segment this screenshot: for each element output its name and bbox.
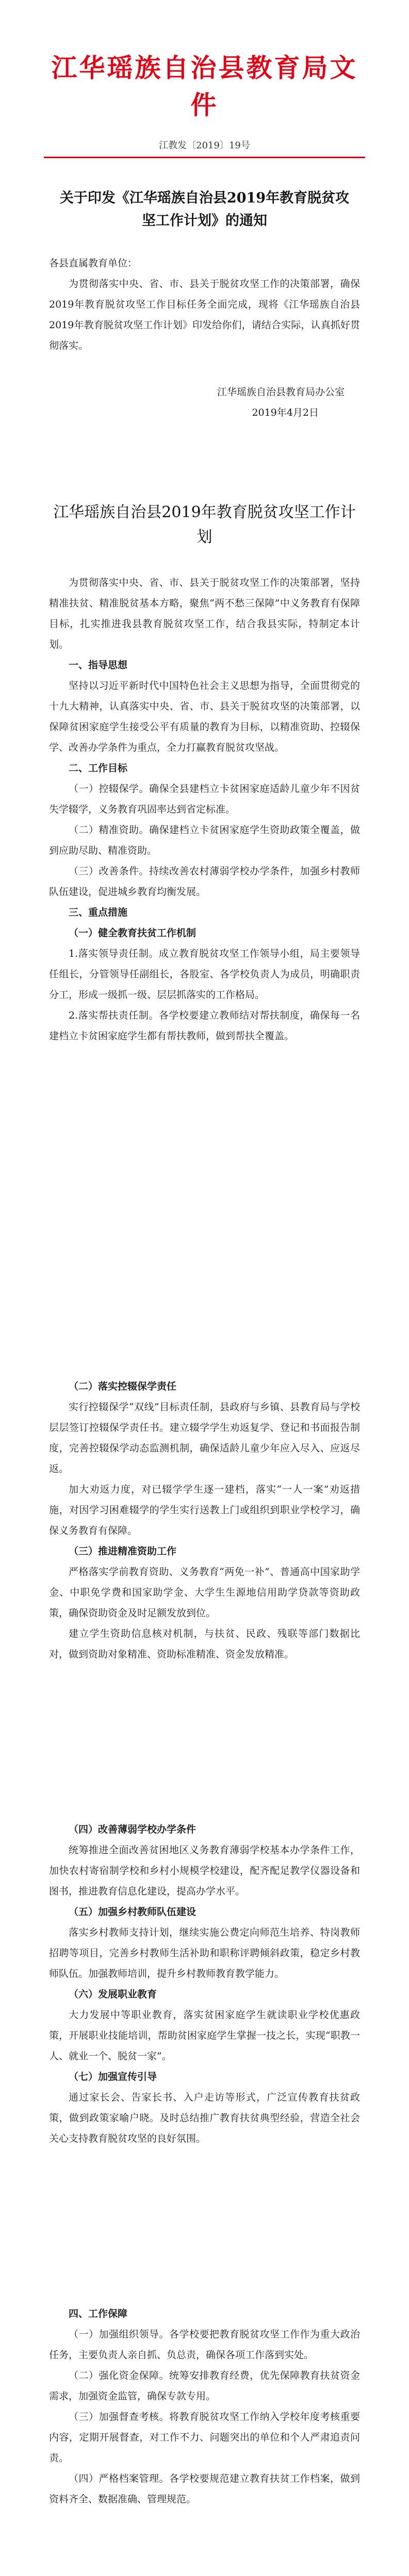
notice-body: 为贯彻落实中央、省、市、县关于脱贫攻坚工作的决策部署，确保2019年教育脱贫攻坚工作目标任务全面完成，现将《江华瑶族自治县2019年教育脱贫攻坚工作计划》印发给你们，请结合实际，认真抓好贯彻落实。 (49, 278, 360, 351)
section-3-sub-7-body: 通过家长会、告家长书、入户走访等形式，广泛宣传教育扶贫政策，做到政策家喻户晓。及时总结推广教育扶贫典型经验，营造全社会关心支持教育脱贫攻坚的良好氛围。 (49, 2092, 360, 2144)
section-3-sub-4-body: 统筹推进全面改善贫困地区义务教育薄弱学校基本办学条件工作，加快农村寄宿制学校和乡村小规模学校建设，配齐配足教学仪器设备和图书，推进教育信息化建设，提高办学水平。 (49, 1844, 360, 1897)
section-3-sub-2-body: 实行控辍保学“双线”目标责任制，县政府与乡镇、县教育局与学校层层签订控辍保学责任书。建立辍学学生劝返复学、登记和书面报告制度，完善控辍保学动态监测机制，确保适龄儿童少年应入尽入、应返尽返。 (49, 1401, 360, 1475)
red-header (49, 0, 360, 151)
section-4-para-2: （二）强化资金保障。统筹安排教育经费，优先保障教育扶贫资金需求，加强资金监管，确保专款专用。 (49, 2370, 360, 2402)
section-3-sub-4: （四）改善薄弱学校办学条件 (69, 1824, 197, 1835)
section-3-sub-5-body: 落实乡村教师支持计划，继续实施公费定向师范生培养、特岗教师招聘等项目，完善乡村教师生活补助和职称评聘倾斜政策，稳定乡村教师队伍。加强教师培训，提升乡村教师教育教学能力。 (49, 1927, 360, 1979)
section-4-para-3: （三）加强督查考核。将教育脱贫攻坚工作纳入学校年度考核重要内容，定期开展督查，对工作不力、问题突出的单位和个人严肃追责问责。 (49, 2411, 360, 2464)
page-break-gap (49, 2510, 360, 2576)
section-3-sub-2: （二）落实控辍保学责任 (69, 1381, 177, 1392)
section-3-sub-3: （三）推进精准资助工作 (69, 1546, 177, 1557)
section-3-sub-3-body: 严格落实学前教育资助、义务教育“两免一补”、普通高中国家助学金、中职免学费和国家助学金、大学生生源地信用助学贷款等资助政策，确保资助资金及时足额发放到位。 (49, 1566, 360, 1619)
section-3-sub-5: （五）加强乡村教师队伍建设 (69, 1906, 197, 1918)
section-3-sub-3-body-2: 建立学生资助信息核对机制，与扶贫、民政、残联等部门数据比对，做到资助对象精准、资助标准精准、资金发放精准。 (49, 1628, 360, 1660)
section-4-para-1: （一）加强组织领导。各学校要把教育脱贫攻坚工作作为重大政治任务，主要负责人亲自抓、负总责，确保各项工作落到实处。 (49, 2329, 360, 2361)
section-3-sub-1: （一）健全教育扶贫工作机制 (69, 927, 197, 939)
section-3-sub-1-body-2: 2.落实帮扶责任制。各学校要建立教师结对帮扶制度，确保每一名建档立卡贫困家庭学生都有帮扶教师，做到帮扶全覆盖。 (49, 1010, 360, 1042)
red-rule (44, 157, 365, 158)
page-break-gap (49, 1046, 360, 1376)
section-3-sub-6-body: 大力发展中等职业教育，落实贫困家庭学生就读职业学校优惠政策，开展职业技能培训，帮助贫困家庭学生掌握一技之长，实现“职教一人、就业一个、脱贫一家”。 (49, 2009, 360, 2062)
section-2-heading: 二、工作目标 (69, 762, 128, 774)
doc-number: 江教发〔2019〕19号 (159, 140, 250, 151)
section-3-sub-2-body-2: 加大劝返力度，对已辍学学生逐一建档，落实“一人一案”劝返措施，对因学习困难辍学的学生实行送教上门或组织到职业学校学习，确保义务教育有保障。 (49, 1484, 360, 1536)
section-3-sub-7: （七）加强宣传引导 (69, 2071, 157, 2082)
section-3-sub-1-body: 1.落实领导责任制。成立教育脱贫攻坚工作领导小组，局主要领导任组长，分管领导任副组长，各股室、各学校负责人为成员，明确职责分工，形成一级抓一级、层层抓落实的工作格局。 (49, 948, 360, 1001)
page-break-gap (49, 2149, 360, 2303)
section-3-heading: 三、重点措施 (69, 907, 128, 918)
section-2-para-3: （三）改善条件。持续改善农村薄弱学校办学条件，加强乡村教师队伍建设，促进城乡教育均衡发展。 (49, 866, 360, 897)
section-3-sub-6: （六）发展职业教育 (69, 1989, 157, 2000)
section-2-para-2: （二）精准资助。确保建档立卡贫困家庭学生资助政策全覆盖，做到应助尽助、精准资助。 (49, 824, 360, 856)
section-1-heading: 一、指导思想 (69, 659, 128, 671)
section-1-body: 坚持以习近平新时代中国特色社会主义思想为指导，全面贯彻党的十九大精神，认真落实中央、省、市、县关于脱贫攻坚的决策部署，以保障贫困家庭学生接受公平有质量的教育为目标，以精准资助、控辍保学、改善办学条件为重点，全力打赢教育脱贫攻坚战。 (49, 680, 360, 753)
page-break-gap (49, 1665, 360, 1819)
notice-salutation: 各县直属教育单位： (49, 258, 138, 269)
notice-sign-org: 江华瑶族自治县教育局办公室 (217, 386, 345, 398)
section-4-para-4: （四）严格档案管理。各学校要规范建立教育扶贫工作档案，做到资料齐全、数据准确、管理规范。 (49, 2473, 360, 2505)
plan-intro: 为贯彻落实中央、省、市、县关于脱贫攻坚工作的决策部署，坚持精准扶贫、精准脱贫基本方略，聚焦“两不愁三保障”中义务教育有保障目标，扎实推进我县教育脱贫攻坚工作，结合我县实际，特制定本计划。 (49, 577, 360, 650)
notice-title: 关于印发《江华瑶族自治县2019年教育脱贫攻坚工作计划》的通知 (59, 190, 350, 229)
org-title: 江华瑶族自治县教育局文件 (51, 53, 358, 120)
section-4-heading: 四、工作保障 (69, 2308, 128, 2319)
plan-title: 江华瑶族自治县2019年教育脱贫攻坚工作计划 (53, 503, 356, 546)
notice-sign-date: 2019年4月2日 (252, 407, 319, 418)
section-2-para-1: （一）控辍保学。确保全县建档立卡贫困家庭适龄儿童少年不因贫失学辍学，义务教育巩固率达到省定标准。 (49, 783, 360, 815)
